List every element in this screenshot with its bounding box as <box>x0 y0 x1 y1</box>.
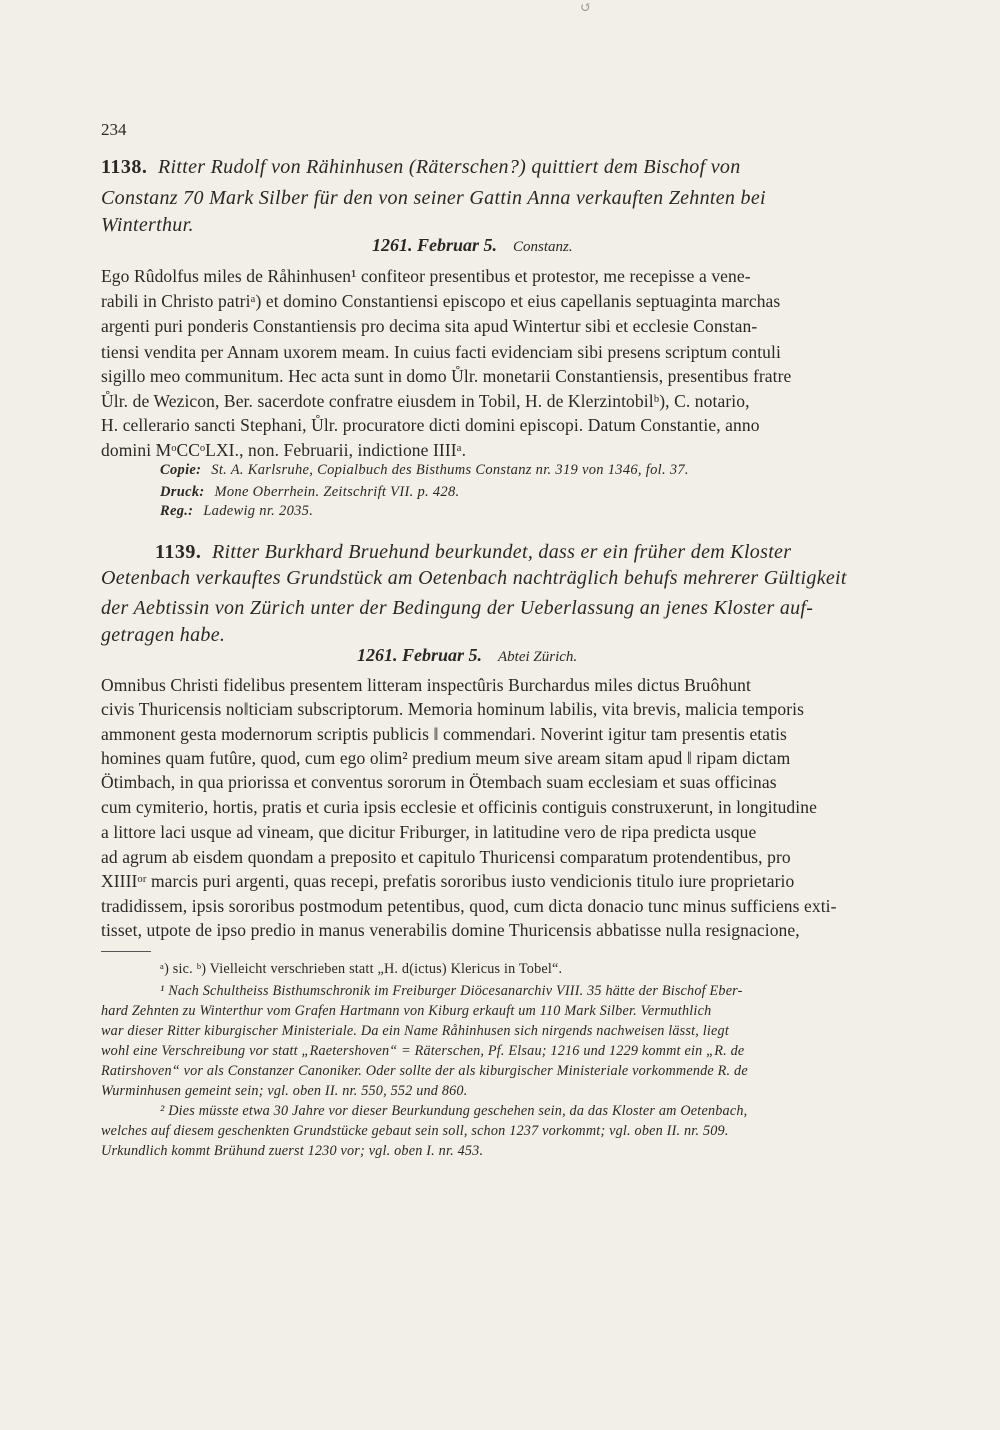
body-line: ad agrum ab eisdem quondam a preposito et capitulo Thuricensi comparatum protendentibus, pro <box>101 847 791 867</box>
page-number: 234 <box>101 120 127 139</box>
body-line: tisset, utpote de ipso predio in manus venerabilis domine Thuricensis abbatisse nulla resignacione, <box>101 920 800 940</box>
body-line: Ötimbach, in qua priorissa et conventus sororum in Ötembach suam ecclesiam et suas officinas <box>101 772 777 792</box>
footnote-2-line: welches auf diesem geschenkten Grundstücke gebaut sein soll, schon 1237 vorkommt; vgl. oben II. nr. 509. <box>101 1123 729 1139</box>
source-label: Reg.: <box>160 503 194 519</box>
footnote-2-line: ² Dies müsste etwa 30 Jahre vor dieser Beurkundung geschehen sein, da das Kloster am Oetenbach, <box>160 1103 748 1119</box>
body-line: homines quam futûre, quod, cum ego olim² predium meum sive aream sitam apud ‖ ripam dictam <box>101 748 791 768</box>
body-line: domini MᵒCCᵒLXI., non. Februarii, indictione IIIIᵃ. <box>101 440 467 460</box>
pencil-mark: ↺ <box>580 1 592 16</box>
entry-1139-title-line <box>155 541 986 564</box>
footnote-2-line: Urkundlich kommt Brühund zuerst 1230 vor; vgl. oben I. nr. 453. <box>101 1143 484 1159</box>
entry-title-text: Ritter Rudolf von Rähinhusen (Räterschen?) quittiert dem Bischof von <box>158 156 741 178</box>
footnote-letters: ᵃ) sic. ᵇ) Vielleicht verschrieben statt „H. d(ictus) Klericus in Tobel“. <box>160 961 563 977</box>
footnote-divider <box>101 951 151 952</box>
footnote-1-line: Wurminhusen gemeint sein; vgl. oben II. nr. 550, 552 und 860. <box>101 1083 468 1099</box>
body-line: XIIIIᵒʳ marcis puri argenti, quas recepi, prefatis sororibus iusto vendicionis titulo iure proprietario <box>101 871 795 891</box>
body-line: sigillo meo communitum. Hec acta sunt in domo Ůlr. monetarii Constantiensis, presentibus fratre <box>101 366 792 386</box>
body-line: cum cymiterio, hortis, pratis et curia ipsis ecclesie et officinis contiguis construxerunt, in longitudine <box>101 797 817 817</box>
source-reg <box>160 503 991 520</box>
source-druck <box>160 484 991 501</box>
entry-number: 1138. <box>101 156 148 178</box>
footnote-1-line: hard Zehnten zu Winterthur vom Grafen Hartmann von Kiburg erkauft um 110 Mark Silber. Vermuthlich <box>101 1003 712 1019</box>
entry-1138-dateline <box>372 235 1000 256</box>
body-line: Ego Rûdolfus miles de Råhinhusen¹ confiteor presentibus et protestor, me recepisse a vene- <box>101 266 751 286</box>
entry-title-text: Ritter Burkhard Bruehund beurkundet, dass er ein früher dem Kloster <box>212 541 792 563</box>
body-line: tradidissem, ipsis sororibus postmodum petentibus, quod, cum dicta donacio tunc minus sufficiens exti- <box>101 896 837 916</box>
entry-place: Abtei Zürich. <box>498 649 578 665</box>
entry-date: 1261. Februar 5. <box>357 645 483 665</box>
body-line: H. cellerario sancti Stephani, Ůlr. procuratore dicti domini episcopi. Datum Constantie, anno <box>101 415 760 435</box>
footnote-1-line: war dieser Ritter kiburgischer Ministeriale. Da ein Name Råhinhusen sich nirgends nachweisen lässt, liegt <box>101 1023 729 1039</box>
entry-date: 1261. Februar 5. <box>372 235 498 255</box>
entry-1138-title-line: Constanz 70 Mark Silber für den von seiner Gattin Anna verkauften Zehnten bei <box>101 187 766 209</box>
entry-place: Constanz. <box>513 239 573 255</box>
entry-1138-title-line: Winterthur. <box>101 214 194 236</box>
body-line: ammonent gesta modernorum scriptis publicis ‖ commendari. Noverint igitur tam presentis etatis <box>101 724 787 744</box>
body-line: Omnibus Christi fidelibus presentem litteram inspectûris Burchardus miles dictus Bruôhunt <box>101 675 751 695</box>
body-line: Ůlr. de Wezicon, Ber. sacerdote confratre eiusdem in Tobil, H. de Klerzintobilᵇ), C. notario, <box>101 391 750 411</box>
entry-1139-dateline <box>357 645 1000 666</box>
body-line: tiensi vendita per Annam uxorem meam. In cuius facti evidenciam sibi presens scriptum contuli <box>101 342 781 362</box>
source-copie <box>160 462 991 479</box>
footnote-1-line: ¹ Nach Schultheiss Bisthumschronik im Freiburger Diöcesanarchiv VIII. 35 hätte der Bischof Eber- <box>160 983 743 999</box>
entry-number: 1139. <box>155 541 202 563</box>
body-line: rabili in Christo patriᵃ) et domino Constantiensi episcopo et eius capellanis septuaginta marchas <box>101 291 781 311</box>
source-text: Mone Oberrhein. Zeitschrift VII. p. 428. <box>214 484 460 500</box>
body-line: a littore laci usque ad vineam, que dicitur Friburger, in latitudine vero de ripa predicta usque <box>101 822 757 842</box>
body-line: argenti puri ponderis Constantiensis pro decima sita apud Wintertur sibi et ecclesie Constan- <box>101 316 758 336</box>
source-text: Ladewig nr. 2035. <box>203 503 314 519</box>
footnote-1-line: wohl eine Verschreibung vor statt „Raetershoven“ = Räterschen, Pf. Elsau; 1216 und 1229 kommt ein „R. de <box>101 1043 745 1059</box>
body-line: civis Thuricensis no‖ticiam subscriptorum. Memoria hominum labilis, vita brevis, malicia temporis <box>101 699 804 719</box>
source-text: St. A. Karlsruhe, Copialbuch des Bisthums Constanz nr. 319 von 1346, fol. 37. <box>211 462 689 478</box>
source-label: Druck: <box>160 484 205 500</box>
entry-1139-title-line: der Aebtissin von Zürich unter der Bedingung der Ueberlassung an jenes Kloster auf- <box>101 597 814 619</box>
entry-1139-title-line: Oetenbach verkauftes Grundstück am Oetenbach nachträglich behufs mehrerer Gültigkeit <box>101 567 847 589</box>
footnote-1-line: Ratirshoven“ vor als Constanzer Canoniker. Oder sollte der als kiburgischer Ministeriale vorkommende R. de <box>101 1063 748 1079</box>
entry-1138-title-line <box>101 156 932 179</box>
source-label: Copie: <box>160 462 202 478</box>
entry-1139-title-line: getragen habe. <box>101 624 226 646</box>
